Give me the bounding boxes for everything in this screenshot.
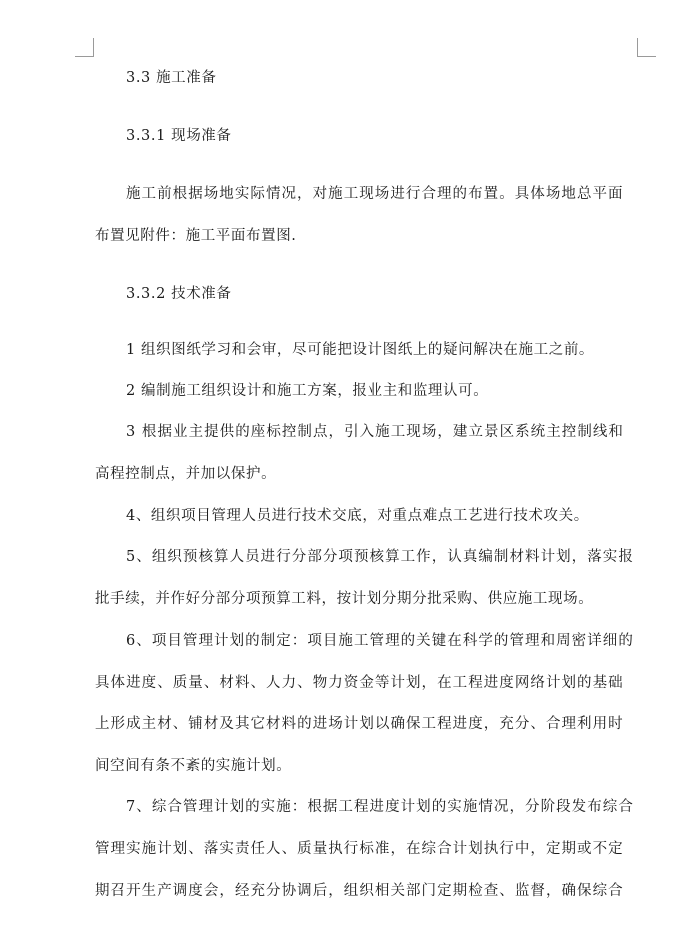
paragraph-line: 施工前根据场地实际情况，对施工现场进行合理的布置。具体场地总平面 [126,186,624,202]
list-item-1-line: 1 组织图纸学习和会审，尽可能把设计图纸上的疑问解决在施工之前。 [126,342,595,358]
list-item-5-line: 批手续，并作好分部分项预算工料，按计划分期分批采购、供应施工现场。 [95,591,594,607]
list-item-6-line: 具体进度、质量、材料、人力、物力资金等计划，在工程进度网络计划的基础 [95,675,624,691]
list-item-5-line: 5、组织预核算人员进行分部分项预核算工作，认真编制材料计划，落实报 [126,549,634,565]
list-item-4-line: 4、组织项目管理人员进行技术交底，对重点难点工艺进行技术攻关。 [126,508,589,524]
list-item-7-line: 管理实施计划、落实责任人、质量执行标准，在综合计划执行中，定期或不定 [95,841,624,857]
list-item-3-line: 高程控制点，并加以保护。 [95,466,277,482]
margin-corner-mark-top-right [637,38,656,57]
margin-corner-mark-top-left [75,38,94,57]
list-item-2-line: 2 编制施工组织设计和施工方案，报业主和监理认可。 [126,383,489,399]
list-item-7-line: 期召开生产调度会，经充分协调后，组织相关部门定期检查、监督，确保综合 [95,883,624,899]
list-item-6-line: 上形成主材、铺材及其它材料的进场计划以确保工程进度，充分、合理利用时 [95,716,624,732]
list-item-7-line: 7、综合管理计划的实施：根据工程进度计划的实施情况，分阶段发布综合 [126,799,634,815]
list-item-3-line: 3 根据业主提供的座标控制点，引入施工现场，建立景区系统主控制线和 [126,424,624,440]
list-item-6-line: 间空间有条不紊的实施计划。 [95,758,292,774]
section-heading-3-3: 3.3 施工准备 [126,70,217,86]
paragraph-line: 布置见附件：施工平面布置图. [95,228,297,244]
section-heading-3-3-1: 3.3.1 现场准备 [126,128,232,144]
section-heading-3-3-2: 3.3.2 技术准备 [126,286,232,302]
list-item-6-line: 6、项目管理计划的制定：项目施工管理的关键在科学的管理和周密详细的 [126,633,634,649]
